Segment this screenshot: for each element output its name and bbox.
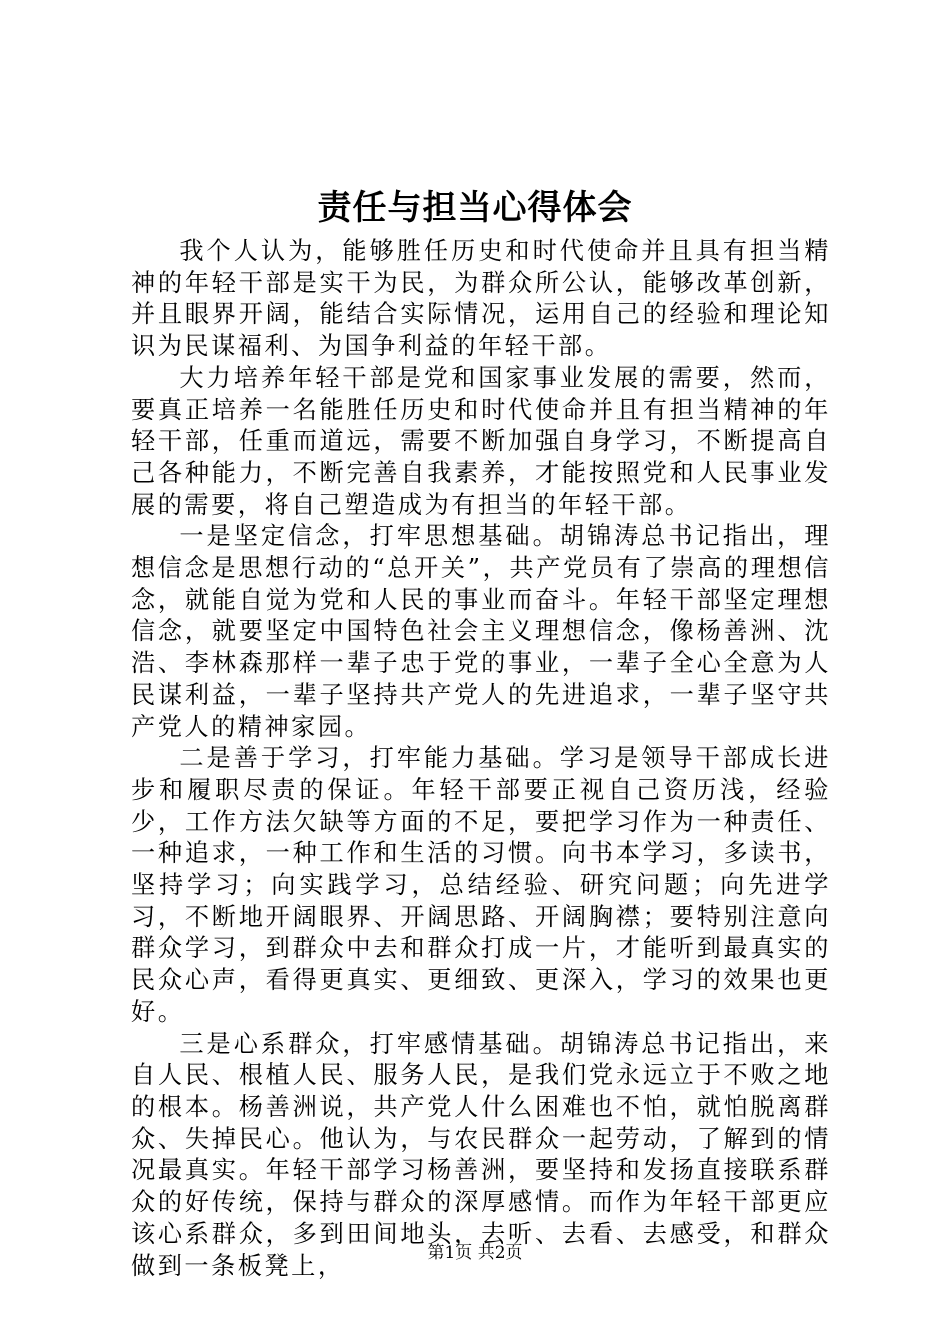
document-title: 责任与担当心得体会	[317, 188, 633, 228]
document-body	[131, 236, 831, 1282]
paragraph-2: 大力培养年轻干部是党和国家事业发展的需要，然而，要真正培养一名能胜任历史和时代使命并且有担当精神的年轻干部，任重而道远，需要不断加强自身学习，不断提高自己各种能力，不断完善自我素养，才能按照党和人民事业发展的需要，将自己塑造成为有担当的年轻干部。	[131, 363, 831, 519]
paragraph-3: 一是坚定信念，打牢思想基础。胡锦涛总书记指出，理想信念是思想行动的“总开关”，共产党员有了崇高的理想信念，就能自觉为党和人民的事业而奋斗。年轻干部坚定理想信念，就要坚定中国特色社会主义理想信念，像杨善洲、沈浩、李林森那样一辈子忠于党的事业，一辈子全心全意为人民谋利益，一辈子坚持共产党人的先进追求，一辈子坚守共产党人的精神家园。	[131, 522, 831, 741]
paragraph-5: 三是心系群众，打牢感情基础。胡锦涛总书记指出，来自人民、根植人民、服务人民，是我们党永远立于不败之地的根本。杨善洲说，共产党人什么困难也不怕，就怕脱离群众、失掉民心。他认为，与农民群众一起劳动，了解到的情况最真实。年轻干部学习杨善洲，要坚持和发扬直接联系群众的好传统，保持与群众的深厚感情。而作为年轻干部更应该心系群众，多到田间地头，去听、去看、去感受，和群众做到一条板凳上，	[131, 1029, 831, 1280]
paragraph-1: 我个人认为，能够胜任历史和时代使命并且具有担当精神的年轻干部是实干为民，为群众所公认，能够改革创新，并且眼界开阔，能结合实际情况，运用自己的经验和理论知识为民谋福利、为国争利益的年轻干部。	[131, 237, 831, 361]
page-footer: 第1页 共2页	[427, 1243, 523, 1263]
paragraph-4: 二是善于学习，打牢能力基础。学习是领导干部成长进步和履职尽责的保证。年轻干部要正视自己资历浅，经验少，工作方法欠缺等方面的不足，要把学习作为一种责任、一种追求，一种工作和生活的习惯。向书本学习，多读书，坚持学习；向实践学习，总结经验、研究问题；向先进学习，不断地开阔眼界、开阔思路、开阔胸襟；要特别注意向群众学习，到群众中去和群众打成一片，才能听到最真实的民众心声，看得更真实、更细致、更深入，学习的效果也更好。	[131, 744, 831, 1026]
